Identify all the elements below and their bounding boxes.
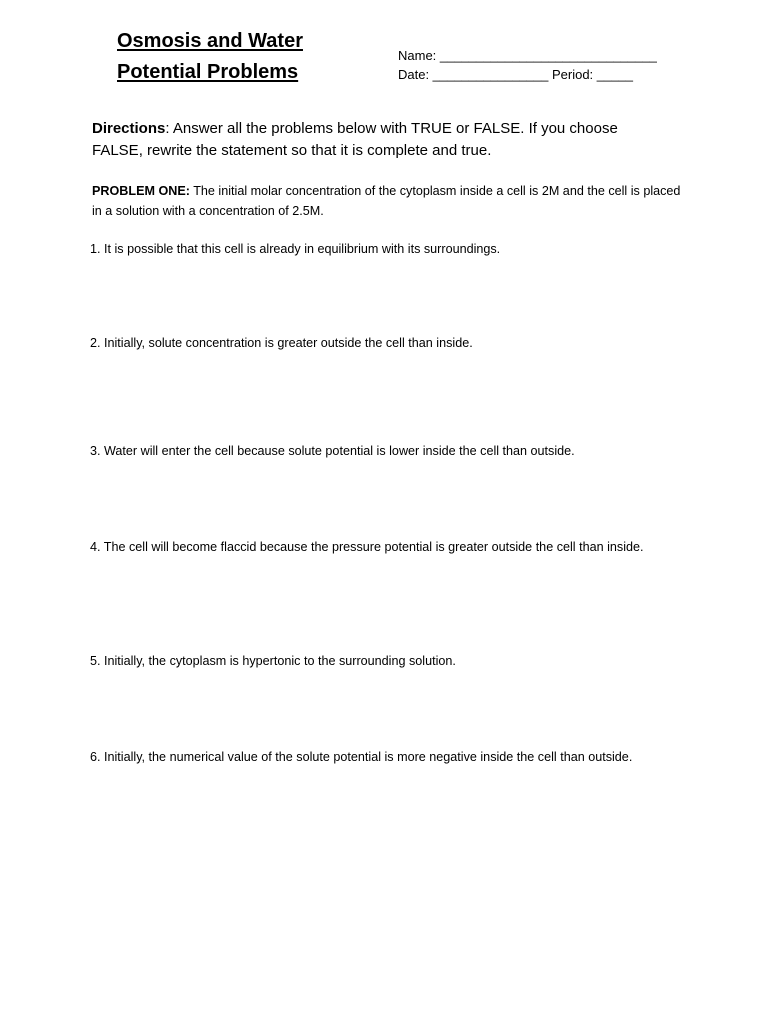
directions-text: : Answer all the problems below with TRUE or FALSE. If you choose FALSE, rewrite the statement so that it is complete and true. [92,120,618,159]
question-3: 3. Water will enter the cell because solute potential is lower inside the cell than outside. [90,444,575,458]
title-line-2: Potential Problems [117,61,299,83]
date-period-field: Date: ________________ Period: _____ [398,67,633,82]
question-4: 4. The cell will become flaccid because the pressure potential is greater outside the cell than inside. [90,540,644,554]
title-line-1: Osmosis and Water [117,30,303,52]
student-info-fields [398,46,657,84]
question-1: 1. It is possible that this cell is already in equilibrium with its surroundings. [90,242,501,256]
question-2: 2. Initially, solute concentration is greater outside the cell than inside. [90,336,473,350]
problem-one-intro [92,181,682,221]
question-6: 6. Initially, the numerical value of the solute potential is more negative inside the cell than outside. [90,750,633,764]
problem-one-text: The initial molar concentration of the cytoplasm inside a cell is 2M and the cell is placed in a solution with a concentration of 2.5M. [92,184,681,218]
problem-one-label: PROBLEM ONE: [92,184,190,198]
name-field: Name: ______________________________ [398,48,657,63]
question-5: 5. Initially, the cytoplasm is hypertonic to the surrounding solution. [90,654,456,668]
directions-paragraph [92,118,672,162]
directions-label: Directions [92,120,166,137]
worksheet-title [117,26,367,88]
